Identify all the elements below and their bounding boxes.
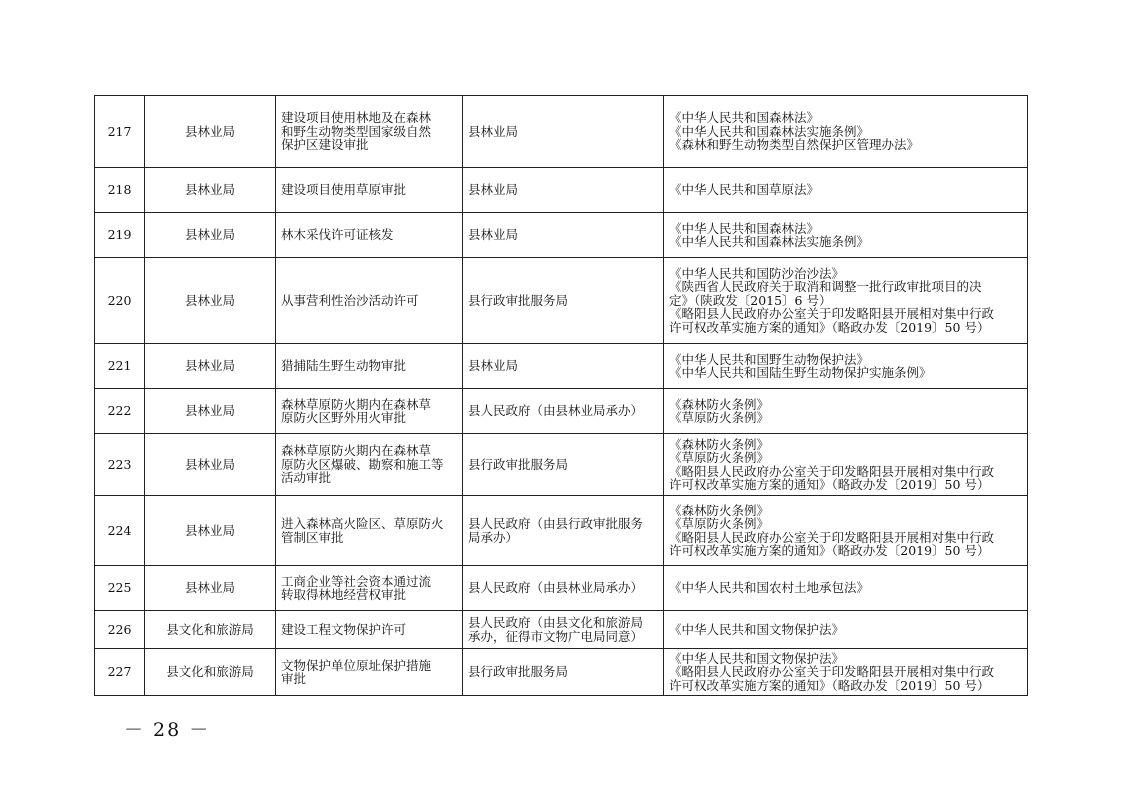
row-number-cell: 218 — [95, 168, 145, 213]
implementing-org-cell-line: 县人民政府（由县林业局承办） — [468, 580, 644, 596]
legal-basis-cell-line: 《中华人民共和国农村土地承包法》 — [669, 580, 870, 596]
legal-basis-cell-line: 《略阳县人民政府办公室关于印发略阳县开展相对集中行政 — [669, 306, 995, 322]
approval-item-cell-line: 活动审批 — [281, 470, 332, 486]
implementing-org-cell-line: 县人民政府（由县文化和旅游局 — [468, 615, 644, 630]
legal-basis-cell-line: 《中华人民共和国森林法实施条例》 — [669, 123, 870, 139]
implementing-org-cell — [463, 344, 664, 389]
legal-basis-cell-line: 《森林防火条例》 — [669, 396, 770, 412]
table-row — [95, 213, 1028, 258]
approval-item-cell-line: 工商企业等社会资本通过流 — [281, 573, 432, 589]
legal-basis-cell-line: 许可权改革实施方案的通知》（略政办发〔2019〕50 号） — [669, 319, 990, 335]
legal-basis-cell — [664, 566, 1028, 611]
approval-item-cell — [276, 213, 463, 258]
legal-basis-cell — [664, 611, 1028, 649]
table-row — [95, 168, 1028, 213]
legal-basis-cell-line: 《草原防火条例》 — [669, 410, 770, 425]
row-number-cell: 227 — [95, 649, 145, 696]
legal-basis-cell-line: 《森林防火条例》 — [669, 436, 770, 452]
implementing-org-cell-line: 县林业局 — [468, 182, 519, 198]
department-cell: 县林业局 — [145, 96, 276, 168]
legal-basis-cell-line: 许可权改革实施方案的通知》（略政办发〔2019〕50 号） — [669, 477, 990, 492]
legal-basis-cell-line: 《中华人民共和国文物保护法》 — [669, 650, 845, 666]
approval-item-cell-line: 建设项目使用草原审批 — [281, 182, 407, 198]
department-cell: 县文化和旅游局 — [145, 611, 276, 649]
legal-basis-cell-line: 《森林防火条例》 — [669, 502, 770, 518]
table-row — [95, 649, 1028, 696]
implementing-org-cell-line: 承办，征得市文物广电局同意） — [468, 628, 644, 644]
implementing-org-cell — [463, 168, 664, 213]
row-number-cell: 225 — [95, 566, 145, 611]
legal-basis-cell-line: 《草原防火条例》 — [669, 516, 770, 531]
row-number-cell: 220 — [95, 258, 145, 344]
approval-item-cell — [276, 168, 463, 213]
table-row — [95, 434, 1028, 496]
approval-items-table — [94, 95, 1028, 696]
department-cell: 县林业局 — [145, 389, 276, 434]
approval-item-cell-line: 猎捕陆生野生动物审批 — [281, 358, 407, 374]
legal-basis-cell — [664, 649, 1028, 696]
row-number-cell: 221 — [95, 344, 145, 389]
implementing-org-cell — [463, 611, 664, 649]
approval-item-cell — [276, 258, 463, 344]
approval-item-cell-line: 文物保护单位原址保护措施 — [281, 657, 432, 673]
legal-basis-cell-line: 《中华人民共和国防沙治沙法》 — [669, 265, 845, 281]
legal-basis-cell — [664, 213, 1028, 258]
legal-basis-cell-line: 《中华人民共和国森林法》 — [669, 110, 820, 126]
implementing-org-cell — [463, 96, 664, 168]
table-row — [95, 258, 1028, 344]
legal-basis-cell-line: 《中华人民共和国森林法实施条例》 — [669, 234, 870, 249]
legal-basis-cell-line: 《森林和野生动物类型自然保护区管理办法》 — [669, 137, 920, 153]
approval-item-cell-line: 从事营利性治沙活动许可 — [281, 292, 419, 308]
approval-item-cell — [276, 496, 463, 566]
table-body — [95, 96, 1028, 696]
legal-basis-cell — [664, 168, 1028, 213]
approval-item-cell-line: 保护区建设审批 — [281, 137, 369, 153]
implementing-org-cell — [463, 213, 664, 258]
approval-item-cell — [276, 96, 463, 168]
approval-item-cell — [276, 566, 463, 611]
approval-item-cell-line: 森林草原防火期内在森林草 — [281, 396, 432, 412]
legal-basis-cell — [664, 496, 1028, 566]
implementing-org-cell-line: 县行政审批服务局 — [468, 292, 569, 308]
department-cell: 县林业局 — [145, 566, 276, 611]
legal-basis-cell-line: 《中华人民共和国野生动物保护法》 — [669, 351, 870, 367]
row-number-cell: 226 — [95, 611, 145, 649]
legal-basis-cell — [664, 96, 1028, 168]
row-number-cell: 222 — [95, 389, 145, 434]
department-cell: 县林业局 — [145, 213, 276, 258]
department-cell: 县林业局 — [145, 434, 276, 496]
legal-basis-cell — [664, 434, 1028, 496]
legal-basis-cell — [664, 258, 1028, 344]
approval-item-cell-line: 森林草原防火期内在森林草 — [281, 443, 432, 459]
legal-basis-cell-line: 《略阳县人民政府办公室关于印发略阳县开展相对集中行政 — [669, 529, 995, 545]
implementing-org-cell — [463, 566, 664, 611]
approval-item-cell — [276, 389, 463, 434]
legal-basis-cell-line: 《略阳县人民政府办公室关于印发略阳县开展相对集中行政 — [669, 664, 995, 680]
department-cell: 县文化和旅游局 — [145, 649, 276, 696]
row-number-cell: 223 — [95, 434, 145, 496]
legal-basis-cell-line: 许可权改革实施方案的通知》（略政办发〔2019〕50 号） — [669, 543, 990, 558]
approval-item-cell-line: 林木采伐许可证核发 — [281, 227, 394, 243]
implementing-org-cell — [463, 258, 664, 344]
implementing-org-cell — [463, 649, 664, 696]
approval-item-cell-line: 进入森林高火险区、草原防火 — [281, 516, 444, 531]
approval-item-cell — [276, 649, 463, 696]
legal-basis-cell-line: 《中华人民共和国草原法》 — [669, 182, 820, 198]
implementing-org-cell-line: 县林业局 — [468, 227, 519, 243]
approval-item-cell-line: 建设项目使用林地及在森林 — [281, 110, 432, 126]
implementing-org-cell — [463, 496, 664, 566]
implementing-org-cell-line: 县行政审批服务局 — [468, 664, 569, 680]
row-number-cell: 224 — [95, 496, 145, 566]
implementing-org-cell-line: 县行政审批服务局 — [468, 456, 569, 472]
approval-item-cell-line: 原防火区野外用火审批 — [281, 410, 407, 425]
approval-item-cell-line: 审批 — [281, 671, 307, 686]
department-cell: 县林业局 — [145, 258, 276, 344]
approval-item-cell — [276, 434, 463, 496]
table-row — [95, 566, 1028, 611]
approval-item-cell-line: 原防火区爆破、勘察和施工等 — [281, 456, 444, 472]
table-row — [95, 96, 1028, 168]
table-row — [95, 611, 1028, 649]
implementing-org-cell-line: 局承办） — [468, 529, 519, 545]
department-cell: 县林业局 — [145, 344, 276, 389]
legal-basis-cell — [664, 389, 1028, 434]
implementing-org-cell-line: 县人民政府（由县行政审批服务 — [468, 516, 644, 531]
legal-basis-cell-line: 《中华人民共和国陆生野生动物保护实施条例》 — [669, 365, 932, 380]
approval-item-cell-line: 管制区审批 — [281, 529, 344, 545]
approval-item-cell-line: 建设工程文物保护许可 — [281, 621, 407, 637]
implementing-org-cell-line: 县林业局 — [468, 358, 519, 374]
legal-basis-cell-line: 定》（陕政发〔2015〕6 号） — [669, 292, 832, 308]
implementing-org-cell — [463, 389, 664, 434]
department-cell: 县林业局 — [145, 168, 276, 213]
table-row — [95, 344, 1028, 389]
table-row — [95, 389, 1028, 434]
department-cell: 县林业局 — [145, 496, 276, 566]
implementing-org-cell-line: 县林业局 — [468, 123, 519, 139]
legal-basis-cell-line: 《略阳县人民政府办公室关于印发略阳县开展相对集中行政 — [669, 463, 995, 479]
implementing-org-cell-line: 县人民政府（由县林业局承办） — [468, 403, 644, 419]
implementing-org-cell — [463, 434, 664, 496]
approval-item-cell — [276, 344, 463, 389]
approval-item-cell — [276, 611, 463, 649]
row-number-cell: 219 — [95, 213, 145, 258]
table-row — [95, 496, 1028, 566]
legal-basis-cell-line: 《草原防火条例》 — [669, 450, 770, 465]
legal-basis-cell — [664, 344, 1028, 389]
legal-basis-cell-line: 《中华人民共和国文物保护法》 — [669, 621, 845, 637]
approval-item-cell-line: 转取得林地经营权审批 — [281, 587, 407, 602]
page-number: － 28 － — [124, 719, 211, 741]
legal-basis-cell-line: 《陕西省人民政府关于取消和调整一批行政审批项目的决 — [669, 279, 982, 295]
approval-item-cell-line: 和野生动物类型国家级自然 — [281, 123, 432, 139]
legal-basis-cell-line: 《中华人民共和国森林法》 — [669, 220, 820, 236]
row-number-cell: 217 — [95, 96, 145, 168]
legal-basis-cell-line: 许可权改革实施方案的通知》（略政办发〔2019〕50 号） — [669, 677, 990, 693]
